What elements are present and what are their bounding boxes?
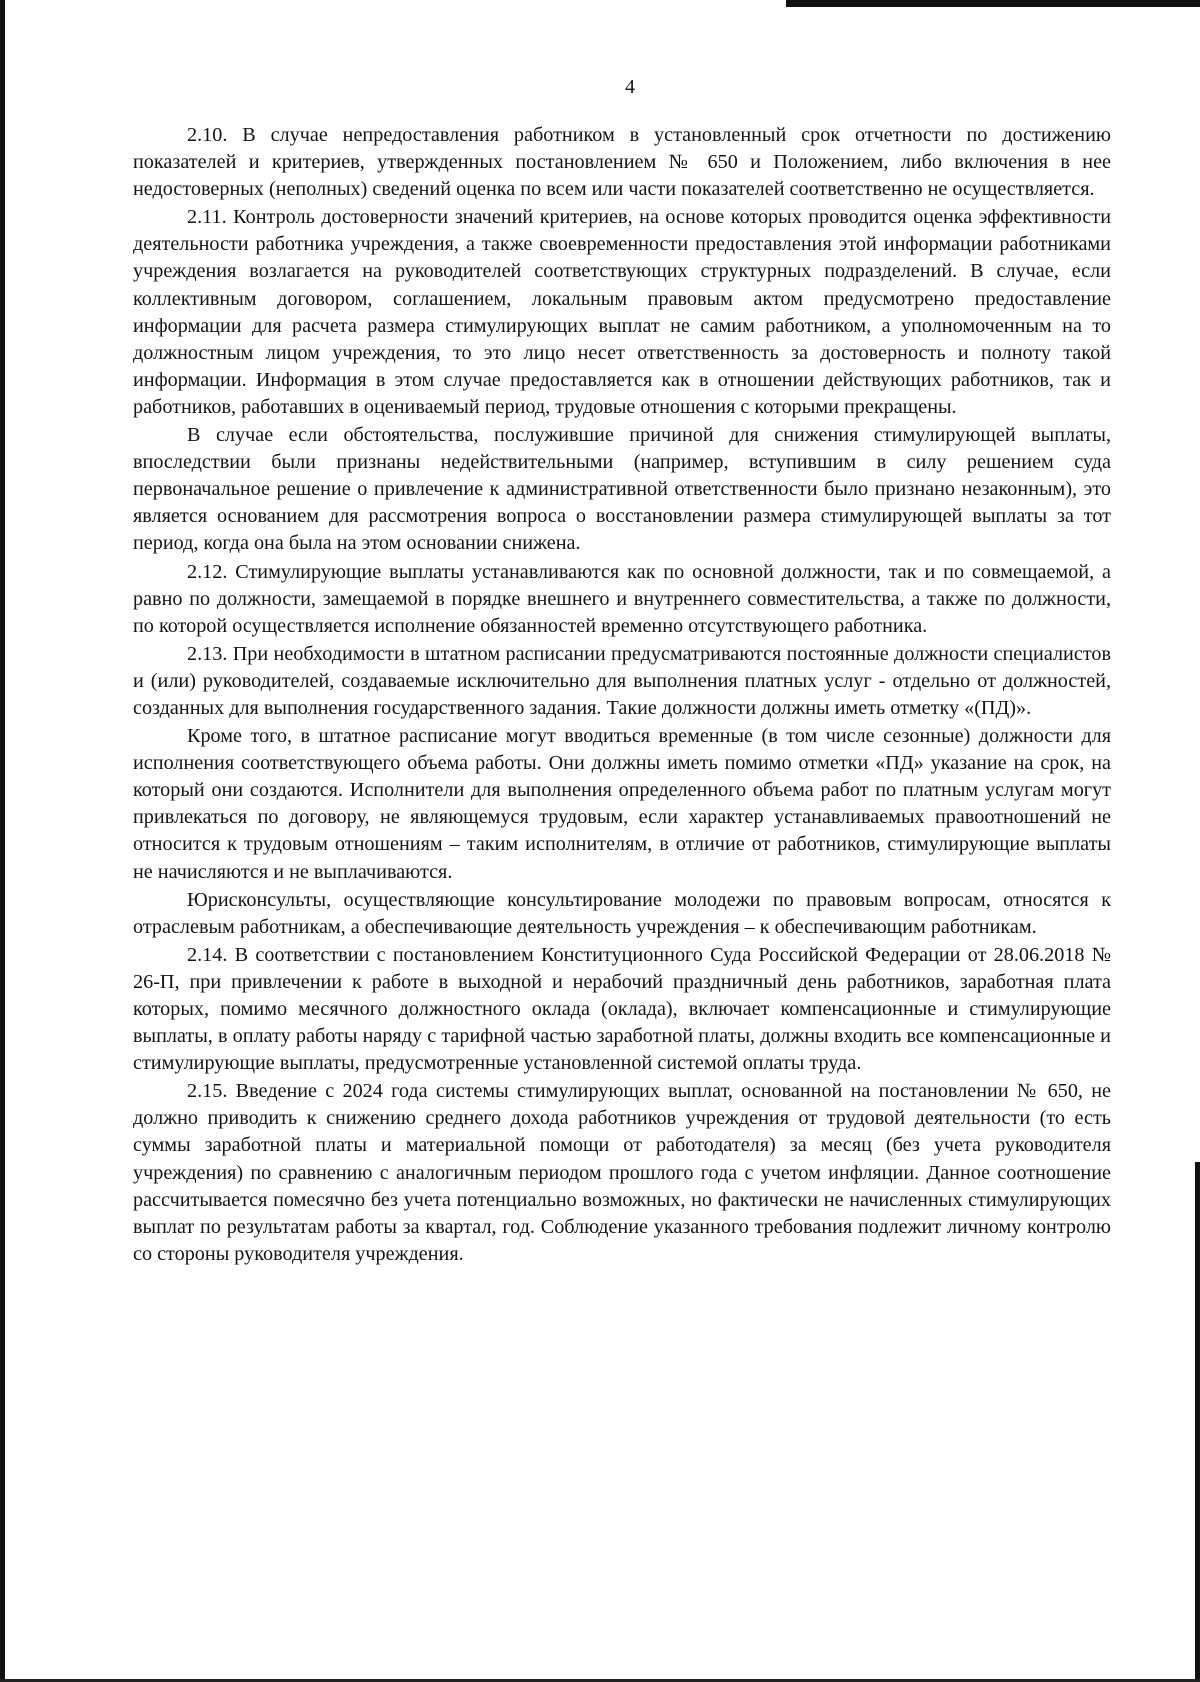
paragraph-legal-advisers: Юрисконсульты, осуществляющие консультирование молодежи по правовым вопросам, относятся к отраслевым работникам, а обеспечивающие деятельность учреждения – к обеспечивающим работникам. [133,888,1111,938]
paragraph-2-11-continued: В случае если обстоятельства, послужившие причиной для снижения стимулирующей выплаты, впоследствии были признаны недействительными (например, вступившим в силу решением суда первоначальное решение о привлечение к административной ответственности было признано незаконным), это является основанием для рассмотрения вопроса о восстановлении размера стимулирующей выплаты за тот период, когда она была на этом основании снижена. [133,424,1111,555]
paragraph-2-10: 2.10. В случае непредоставления работником в установленный срок отчетности по достижению показателей и критериев, утвержденных постановлением № 650 и Положением, либо включения в нее недостоверных (неполных) сведений оценка по всем или части показателей соответственно не осуществляется. [133,124,1111,201]
paragraph-2-13-continued: Кроме того, в штатное расписание могут вводиться временные (в том числе сезонные) должности для исполнения соответствующего объема работы. Они должны иметь помимо отметки «ПД» указание на срок, на который они создаются. Исполнители для выполнения определенного объема работ по платным услугам могут привлекаться по договору, не являющемуся трудовым, если характер устанавливаемых правоотношений не относится к трудовым отношениям – таким исполнителям, в отличие от работников, стимулирующие выплаты не начисляются и не выплачиваются. [133,725,1111,883]
paragraph-2-15: 2.15. Введение с 2024 года системы стимулирующих выплат, основанной на постановлении № 650, не должно приводить к снижению среднего дохода работников учреждения от трудовой деятельности (то есть суммы заработной платы и материальной помощи от работодателя) за месяц (без учета руководителя учреждения) по сравнению с аналогичным периодом прошлого года с учетом инфляции. Данное соотношение рассчитывается помесячно без учета потенциально возможных, но фактически не начисленных стимулирующих выплат по результатам работы за квартал, год. Соблюдение указанного требования подлежит личному контролю со стороны руководителя учреждения. [133,1080,1111,1265]
paragraph-2-14: 2.14. В соответствии с постановлением Конституционного Суда Российской Федерации от 28.06.2018 № 26-П, при привлечении к работе в выходной и нерабочий праздничный день работников, заработная плата которых, помимо месячного должностного оклада (оклада), включает компенсационные и стимулирующие выплаты, в оплату работы наряду с тарифной частью заработной платы, должны входить все компенсационные и стимулирующие выплаты, предусмотренные установленной системой оплаты труда. [133,943,1111,1075]
scan-border-left [0,0,5,1682]
paragraph-2-13: 2.13. При необходимости в штатном расписании предусматриваются постоянные должности специалистов и (или) руководителей, создаваемые исключительно для выполнения платных услуг - отдельно от должностей, созданных для выполнения государственного задания. Такие должности должны иметь отметку «(ПД)». [133,642,1111,719]
page-number: 4 [625,76,635,98]
paragraph-2-12: 2.12. Стимулирующие выплаты устанавливаются как по основной должности, так и по совмещаемой, а равно по должности, замещаемой в порядке внешнего и внутреннего совместительства, а также по должности, по которой осуществляется исполнение обязанностей временно отсутствующего работника. [133,560,1111,637]
document-body [133,122,1111,1268]
scan-border-right [1195,1162,1200,1682]
paragraph-2-11: 2.11. Контроль достоверности значений критериев, на основе которых проводится оценка эффективности деятельности работника учреждения, а также своевременности предоставления этой информации работниками учреждения возлагается на руководителей соответствующих структурных подразделений. В случае, если коллективным договором, соглашением, локальным правовым актом предусмотрено предоставление информации для расчета размера стимулирующих выплат не самим работником, а уполномоченным на то должностным лицом учреждения, то это лицо несет ответственность за достоверность и полноту такой информации. Информация в этом случае предоставляется как в отношении действующих работников, так и работников, работавших в оцениваемый период, трудовые отношения с которыми прекращены. [133,206,1111,418]
scan-border-top [786,0,1200,7]
